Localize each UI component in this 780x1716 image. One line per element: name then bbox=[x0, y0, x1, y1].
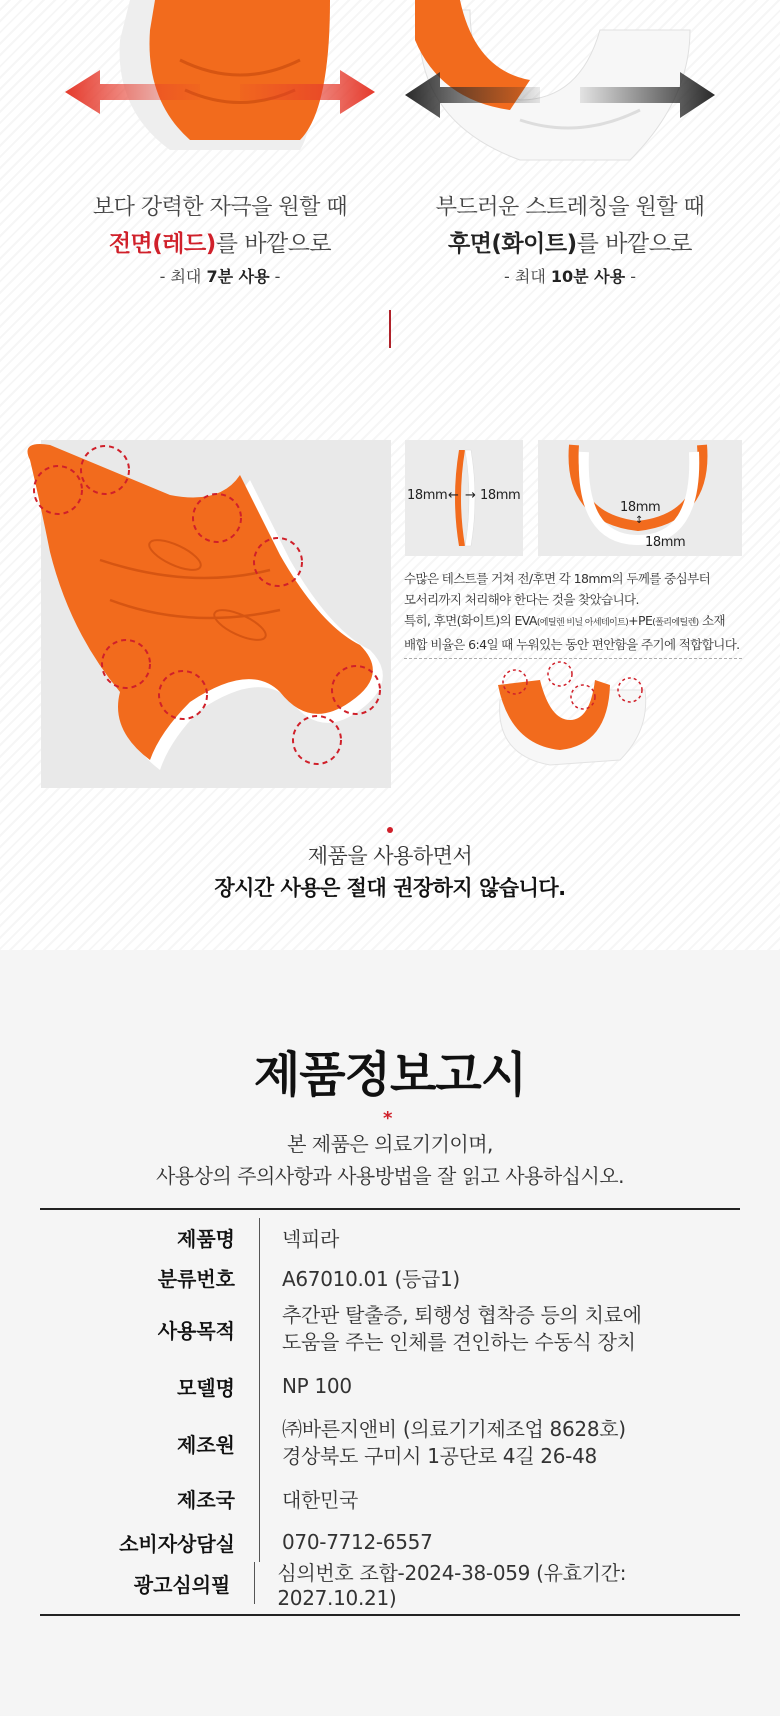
time-suffix: - bbox=[625, 267, 636, 286]
row-value-line2: 도움을 주는 인체를 견인하는 수동식 장치 bbox=[282, 1330, 636, 1354]
row-value bbox=[260, 1360, 352, 1412]
caption-red-time bbox=[60, 264, 380, 287]
row-key: 모델명 bbox=[40, 1360, 260, 1412]
row-value-line1: 070-7712-6557 bbox=[282, 1530, 433, 1554]
caption-red-rest: 를 바깥으로 bbox=[215, 231, 332, 257]
dim-side-left: 18mm bbox=[407, 488, 448, 503]
table-row bbox=[40, 1474, 740, 1522]
caption-white-bold: 후면(화이트) bbox=[447, 231, 577, 257]
caption-red-highlight: 전면(레드) bbox=[108, 231, 216, 257]
note-line3-small1: (에틸렌 비닐 아세테이트) bbox=[536, 618, 629, 628]
product-corner-detail-image bbox=[490, 660, 650, 775]
time-prefix: - 최대 bbox=[504, 267, 551, 286]
caption-red-line1: 보다 강력한 자극을 원할 때 bbox=[92, 195, 348, 220]
note-line3-a: 특히, 후면(화이트)의 EVA bbox=[404, 613, 537, 628]
curve-profile-image bbox=[538, 440, 742, 556]
row-key: 사용목적 bbox=[40, 1298, 260, 1360]
table-row bbox=[40, 1360, 740, 1412]
product-image-red-side bbox=[60, 0, 380, 160]
product-info-title: 제품정보고시 bbox=[253, 1047, 527, 1103]
caption-white-line2 bbox=[410, 225, 730, 258]
row-value-line1: 추간판 탈출증, 퇴행성 협착증 등의 치료에 bbox=[282, 1303, 642, 1327]
table-row bbox=[40, 1256, 740, 1298]
note-line3-c: 소재 bbox=[698, 613, 725, 628]
time-suffix: - bbox=[269, 267, 281, 286]
product-top-view-image bbox=[20, 440, 392, 790]
divider-line bbox=[389, 310, 391, 348]
dim-curve-arrow: ↕ bbox=[635, 515, 643, 526]
product-info-sub1: 본 제품은 의료기기이며, bbox=[287, 1132, 493, 1156]
row-value-line1: 심의번호 조합-2024-38-059 (유효기간: 2027.10.21) bbox=[277, 1560, 627, 1610]
row-value-line1: ㈜바른지앤비 (의료기기제조업 8628호) bbox=[282, 1417, 626, 1441]
table-row bbox=[40, 1412, 740, 1474]
product-info-table bbox=[40, 1208, 740, 1616]
product-image-white-side bbox=[400, 0, 720, 175]
note-line2: 모서리까지 처리해야 한다는 것을 찾았습니다. bbox=[404, 592, 639, 607]
table-row bbox=[40, 1298, 740, 1360]
row-value bbox=[255, 1560, 740, 1610]
caption-red-line2 bbox=[60, 225, 380, 258]
caption-white-time bbox=[410, 264, 730, 287]
warning-line1: 제품을 사용하면서 bbox=[307, 844, 473, 868]
dim-arrow-left: ← bbox=[448, 488, 459, 503]
row-value bbox=[260, 1218, 339, 1256]
thickness-note bbox=[404, 568, 744, 655]
time-bold: 7분 사용 bbox=[206, 267, 270, 286]
row-value-line2: 경상북도 구미시 1공단로 4길 26-48 bbox=[282, 1444, 597, 1468]
row-key: 제품명 bbox=[40, 1218, 260, 1256]
dim-curve-top: 18mm bbox=[620, 500, 661, 515]
row-value bbox=[260, 1256, 460, 1298]
product-info-sub2: 사용상의 주의사항과 사용방법을 잘 읽고 사용하십시오. bbox=[155, 1164, 624, 1188]
row-value-line1: NP 100 bbox=[282, 1374, 352, 1398]
note-line3-small2: (폴리에틸렌) bbox=[652, 618, 699, 628]
dim-curve-bottom: 18mm bbox=[645, 535, 686, 550]
dashed-divider bbox=[404, 658, 742, 659]
row-value bbox=[260, 1412, 626, 1474]
row-value-line1: 넥피라 bbox=[282, 1226, 340, 1251]
row-key: 광고심의필 bbox=[40, 1562, 255, 1604]
row-key: 소비자상담실 bbox=[40, 1522, 260, 1562]
row-key: 제조국 bbox=[40, 1474, 260, 1522]
dim-side-right: 18mm bbox=[480, 488, 521, 503]
caption-white-rest: 를 바깥으로 bbox=[576, 231, 693, 257]
row-key: 분류번호 bbox=[40, 1256, 260, 1298]
note-line4: 배합 비율은 6:4일 때 누워있는 동안 편안함을 주기에 적합합니다. bbox=[404, 637, 740, 652]
asterisk-icon: * bbox=[383, 1108, 393, 1129]
time-prefix: - 최대 bbox=[159, 267, 207, 286]
row-value-line1: A67010.01 (등급1) bbox=[282, 1266, 460, 1291]
caption-white-side bbox=[410, 190, 730, 287]
row-key: 제조원 bbox=[40, 1412, 260, 1474]
note-line1: 수많은 테스트를 거쳐 전/후면 각 18mm의 두께를 중심부터 bbox=[404, 571, 711, 586]
caption-white-line1: 부드러운 스트레칭을 원할 때 bbox=[435, 195, 705, 220]
dim-arrow-right: → bbox=[465, 488, 476, 503]
row-value bbox=[260, 1298, 642, 1360]
row-value bbox=[260, 1474, 358, 1522]
table-row bbox=[40, 1562, 740, 1614]
row-value-line1: 대한민국 bbox=[282, 1487, 359, 1512]
table-row bbox=[40, 1210, 740, 1256]
warning-line2: 장시간 사용은 절대 권장하지 않습니다. bbox=[214, 876, 566, 900]
warning-dot bbox=[387, 827, 393, 833]
note-line3-b: +PE bbox=[628, 613, 653, 628]
caption-red-side bbox=[60, 190, 380, 287]
time-bold: 10분 사용 bbox=[550, 267, 626, 286]
note-line3 bbox=[404, 610, 744, 634]
